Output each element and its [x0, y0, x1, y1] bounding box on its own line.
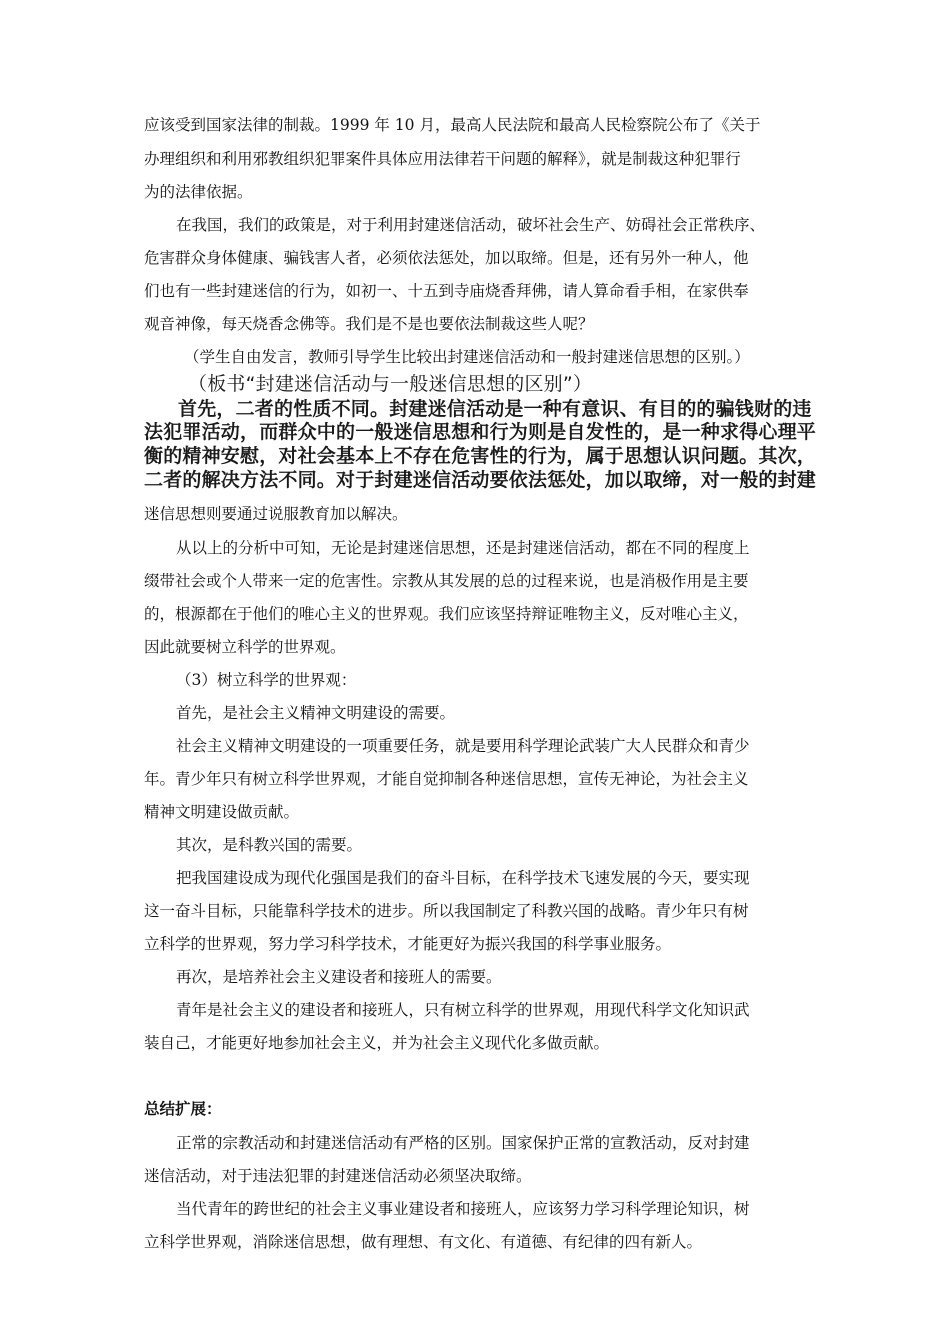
- text-line: 从以上的分析中可知，无论是封建迷信思想，还是封建迷信活动，都在不同的程度上: [176, 539, 750, 557]
- text-line: 这一奋斗目标，只能靠科学技术的进步。所以我国制定了科教兴国的战略。青少年只有树: [144, 902, 749, 920]
- text-line: （学生自由发言，教师引导学生比较出封建迷信活动和一般封建迷信思想的区别。）: [184, 348, 750, 366]
- text-line: 年。青少年只有树立科学世界观，才能自觉抑制各种迷信思想，宣传无神论，为社会主义: [144, 770, 749, 788]
- text-line: 精神文明建设做贡献。: [144, 803, 300, 821]
- text-line: 迷信思想则要通过说服教育加以解决。: [144, 505, 408, 523]
- summary-heading: 总结扩展：: [144, 1100, 222, 1118]
- text-line: 立科学世界观，消除迷信思想，做有理想、有文化、有道德、有纪律的四有新人。: [144, 1233, 703, 1251]
- text-line: 在我国，我们的政策是，对于利用封建迷信活动，破坏社会生产、妨碍社会正常秩序、: [176, 216, 766, 234]
- text-line: 社会主义精神文明建设的一项重要任务，就是要用科学理论武装广大人民群众和青少: [176, 737, 750, 755]
- text-line: 青年是社会主义的建设者和接班人，只有树立科学的世界观，用现代科学文化知识武: [176, 1001, 750, 1019]
- text-line: 缀带社会或个人带来一定的危害性。宗教从其发展的总的过程来说，也是消极作用是主要: [144, 572, 749, 590]
- blackboard-note: （板书“封建迷信活动与一般迷信思想的区别”）: [188, 373, 593, 395]
- section-heading: （3）树立科学的世界观：: [176, 671, 357, 689]
- text-line: 装自己，才能更好地参加社会主义，并为社会主义现代化多做贡献。: [144, 1034, 610, 1052]
- scanned-line: 首先，二者的性质不同。封建迷信活动是一种有意识、有目的的骗钱财的违: [178, 398, 812, 420]
- scanned-line: 法犯罪活动，而群众中的一般迷信思想和行为则是自发性的，是一种求得心理平: [144, 421, 817, 443]
- text-line: 把我国建设成为现代化强国是我们的奋斗目标，在科学技术飞速发展的今天，要实现: [176, 869, 750, 887]
- text-line: 应该受到国家法律的制裁。1999 年 10 月，最高人民法院和最高人民检察院公布了《关于: [144, 116, 761, 134]
- text-line: 观音神像，每天烧香念佛等。我们是不是也要依法制裁这些人呢？: [144, 315, 594, 333]
- text-line: 危害群众身体健康、骗钱害人者，必须依法惩处，加以取缔。但是，还有另外一种人，他: [144, 249, 749, 267]
- text-line: 因此就要树立科学的世界观。: [144, 638, 346, 656]
- text-line: 再次，是培养社会主义建设者和接班人的需要。: [176, 968, 502, 986]
- text-line: 其次，是科教兴国的需要。: [176, 836, 363, 854]
- text-line: 立科学的世界观，努力学习科学技术，才能更好为振兴我国的科学事业服务。: [144, 935, 672, 953]
- scanned-line: 二者的解决方法不同。对于封建迷信活动要依法惩处，加以取缔，对一般的封建: [144, 469, 817, 491]
- text-line: 正常的宗教活动和封建迷信活动有严格的区别。国家保护正常的宣教活动，反对封建: [176, 1134, 750, 1152]
- text-line: 迷信活动，对于违法犯罪的封建迷信活动必须坚决取缔。: [144, 1167, 532, 1185]
- text-line: 们也有一些封建迷信的行为，如初一、十五到寺庙烧香拜佛，请人算命看手相，在家供奉: [144, 282, 749, 300]
- text-line: 的，根源都在于他们的唯心主义的世界观。我们应该坚持辩证唯物主义，反对唯心主义，: [144, 605, 749, 623]
- text-line: 办理组织和利用邪教组织犯罪案件具体应用法律若干问题的解释》，就是制裁这种犯罪行: [144, 150, 741, 168]
- text-line: 为的法律依据。: [144, 183, 253, 201]
- text-line: 首先，是社会主义精神文明建设的需要。: [176, 704, 456, 722]
- text-line: 当代青年的跨世纪的社会主义事业建设者和接班人，应该努力学习科学理论知识，树: [176, 1200, 750, 1218]
- scanned-line: 衡的精神安慰，对社会基本上不存在危害性的行为，属于思想认识问题。其次，: [144, 445, 817, 467]
